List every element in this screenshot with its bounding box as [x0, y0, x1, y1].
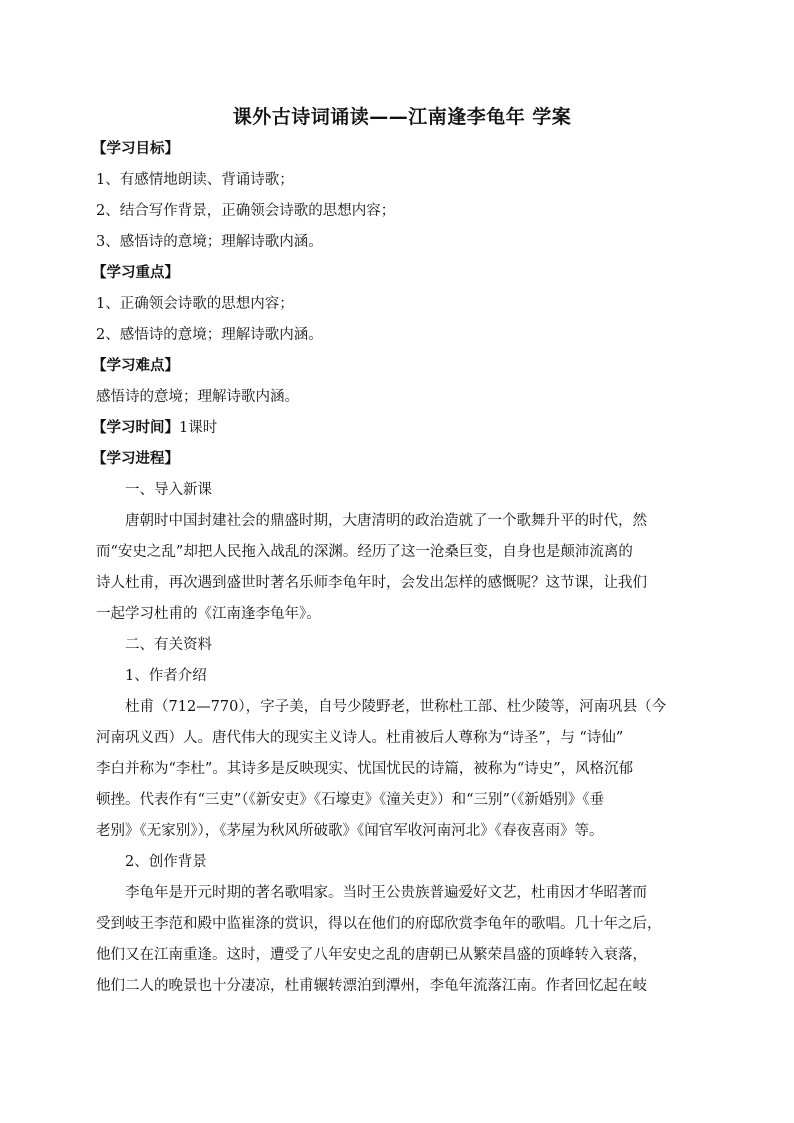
objective-item: 3、感悟诗的意境；理解诗歌内涵。: [96, 234, 323, 250]
objective-item: 1、有感情地朗读、背诵诗歌；: [96, 172, 294, 188]
page-title: 课外古诗词诵读——江南逢李龟年 学案: [232, 106, 572, 128]
background-text-line: 他们二人的晚景也十分凄凉，杜甫辗转漂泊到潭州，李龟年流落江南。作者回忆起在岐: [96, 978, 647, 994]
intro-text-line: 一起学习杜甫的《江南逢李龟年》。: [96, 606, 321, 622]
time-heading: 【学习时间】: [92, 420, 179, 436]
intro-text-line: 而“安史之乱”却把人民拖入战乱的深渊。经历了这一沧桑巨变，自身也是颠沛流离的: [96, 544, 633, 560]
process-heading: 【学习进程】: [92, 451, 179, 467]
time-value: 1课时: [179, 420, 218, 436]
intro-text-line: 唐朝时中国封建社会的鼎盛时期，大唐清明的政治造就了一个歌舞升平的时代，然: [125, 513, 647, 529]
section-intro-title: 一、导入新课: [125, 482, 212, 498]
author-text-line: 李白并称为“李杜”。其诗多是反映现实、忧国忧民的诗篇，被称为“诗史”，风格沉郁: [96, 761, 634, 777]
author-text-line: 顿挫。代表作有“三吏”（《新安吏》《石壕吏》《潼关吏》）和“三别”（《新婚别》《垂: [96, 792, 605, 808]
author-text-line: 老别》《无家别》），《茅屋为秋风所破歌》《闻官军收河南河北》《春夜喜雨》等。: [96, 823, 604, 839]
objectives-heading: 【学习目标】: [92, 141, 179, 157]
author-title: 1、作者介绍: [125, 668, 207, 684]
time-row: [92, 413, 708, 444]
key-points-heading: 【学习重点】: [92, 265, 179, 281]
objective-item: 2、结合写作背景，正确领会诗歌的思想内容；: [96, 203, 396, 219]
author-text-line: 河南巩义西）人。唐代伟大的现实主义诗人。杜甫被后人尊称为“诗圣”，与 “诗仙”: [96, 730, 624, 746]
background-text-line: 他们又在江南重逢。这时，遭受了八年安史之乱的唐朝已从繁荣昌盛的顶峰转入衰落，: [96, 947, 647, 963]
document-page: [92, 100, 708, 1002]
key-point-item: 1、正确领会诗歌的思想内容；: [96, 296, 294, 312]
author-text-line: 杜甫（712—770），字子美，自号少陵野老，世称杜工部、杜少陵等，河南巩县（今: [125, 699, 667, 715]
background-title: 2、创作背景: [125, 854, 207, 870]
difficulties-heading: 【学习难点】: [92, 358, 179, 374]
section-materials-title: 二、有关资料: [125, 637, 212, 653]
intro-text-line: 诗人杜甫，再次遇到盛世时著名乐师李龟年时，会发出怎样的感慨呢？这节课，让我们: [96, 575, 647, 591]
background-text-line: 李龟年是开元时期的著名歌唱家。当时王公贵族普遍爱好文艺，杜甫因才华昭著而: [125, 885, 647, 901]
background-text-line: 受到岐王李范和殿中监崔涤的赏识，得以在他们的府邸欣赏李龟年的歌唱。几十年之后，: [96, 916, 662, 932]
difficulties-text: 感悟诗的意境；理解诗歌内涵。: [96, 389, 299, 405]
key-point-item: 2、感悟诗的意境；理解诗歌内涵。: [96, 327, 323, 343]
